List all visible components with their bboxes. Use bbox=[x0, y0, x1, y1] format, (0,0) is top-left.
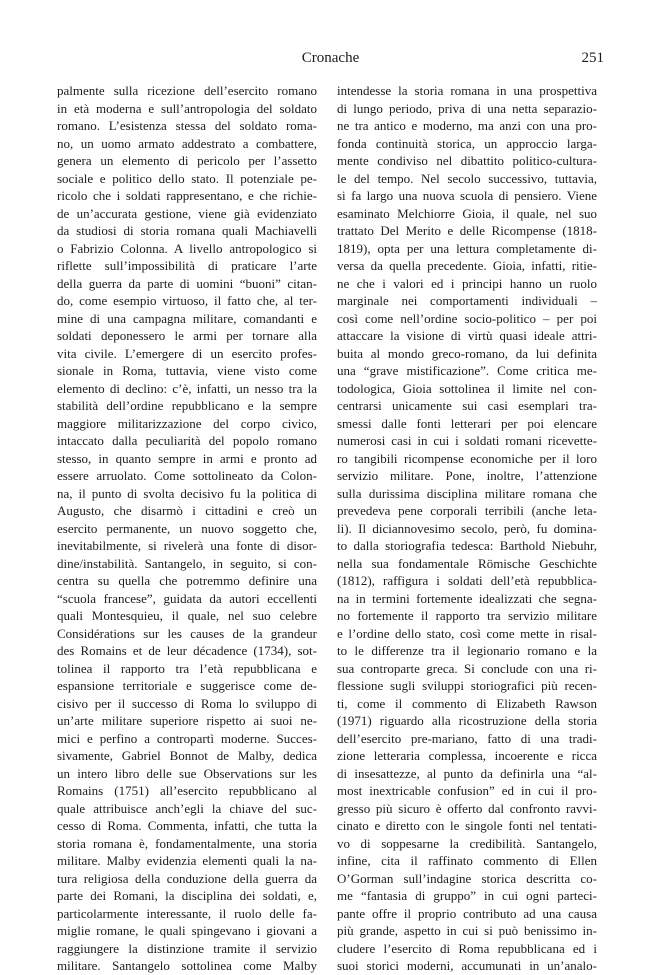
text-line: sulla durissima disciplina militare romana che bbox=[337, 485, 597, 501]
running-title: Cronache bbox=[301, 50, 360, 66]
text-line: soldati deponessero le armi per tornare alla bbox=[57, 328, 317, 343]
text-line: quali Montesquieu, il quale, nel suo celebre bbox=[57, 608, 317, 623]
text-line: sua controparte greca. Si conclude con una ri- bbox=[337, 660, 597, 676]
text-line: tura religiosa della conduzione della guerra da bbox=[57, 870, 317, 886]
text-line: cludere l’esercito di Roma repubblicana ed i bbox=[337, 940, 597, 956]
text-line: intendesse la storia romana in una prospettiva bbox=[337, 83, 597, 98]
text-line: trattato Del Merito e delle Ricompense (1818- bbox=[337, 223, 597, 238]
text-line: intaccato dalla peculiarità del popolo romano bbox=[57, 433, 317, 448]
text-line: inevitabilmente, si rivelerà una fonte di disor- bbox=[57, 538, 317, 553]
text-line: vita civile. L’emergere di un esercito profes- bbox=[57, 345, 317, 361]
text-line: prevedeva pene corporali terribili (anche leta- bbox=[337, 503, 597, 518]
text-line: essere arruolato. Come sottolineato da Colon- bbox=[57, 468, 317, 483]
text-line: to le differenze tra il legionario romano e la bbox=[337, 643, 597, 658]
text-line: ne che i valori ed i principi hanno un ruolo bbox=[337, 275, 597, 291]
text-line: espansione territoriale e suggerisce come de- bbox=[57, 678, 317, 693]
text-line: particolarmente interessante, il ruolo delle fa- bbox=[57, 905, 317, 921]
text-line: zione letteraria complessa, incoerente e ricca bbox=[337, 748, 597, 763]
text-line: esaminato Melchiorre Gioia, il quale, nel suo bbox=[337, 205, 597, 221]
text-line: dine/instabilità. Santangelo, in seguito, si con- bbox=[57, 555, 317, 571]
text-line: infine, cita il raffinato commento di Ellen bbox=[337, 853, 597, 868]
left-text-column bbox=[57, 82, 317, 975]
text-line: do, come esempio virtuoso, il fatto che, al ter- bbox=[57, 293, 317, 308]
text-line: genera un elemento di pericolo per l’assetto bbox=[57, 153, 317, 168]
text-line: una “grave mistificazione”. Come critica me- bbox=[337, 363, 597, 378]
text-line: mente condiviso nel dibattito politico-cultura- bbox=[337, 153, 597, 168]
text-line: sionale in Roma, tuttavia, viene visto come bbox=[57, 363, 317, 378]
text-line: dell’esercito pre-mariano, fatto di una tradi- bbox=[337, 730, 597, 746]
text-line: un intero libro delle sue Observations sur les bbox=[57, 765, 317, 781]
text-line: centrarsi unicamente sui casi esemplari tra- bbox=[337, 398, 597, 413]
text-line: todologica, Gioia sottolinea il limite nel con- bbox=[337, 380, 597, 396]
text-line: ti, come il commento di Elizabeth Rawson bbox=[337, 695, 597, 711]
text-line: suoi storici moderni, accumunati in un’analo- bbox=[337, 958, 597, 973]
text-line: most inextricable confusion” ed in cui il pro- bbox=[337, 783, 597, 798]
text-line: fonda continuità storica, un approccio larga- bbox=[337, 135, 597, 151]
text-line: vo di soppesarne la credibilità. Santangelo, bbox=[337, 835, 597, 851]
text-line: della guerra da parte di uomini “buoni” citan- bbox=[57, 275, 317, 291]
text-line: flessione sugli sviluppi storiografici più recen- bbox=[337, 678, 597, 693]
text-line: versa da quella precedente. Gioia, infatti, ritie- bbox=[337, 258, 597, 273]
text-line: Considérations sur les causes de la grandeur bbox=[57, 625, 317, 641]
text-line: des Romains et de leur décadence (1734), sot- bbox=[57, 643, 317, 658]
page-header bbox=[57, 47, 604, 69]
page-number: 251 bbox=[581, 50, 604, 66]
text-line: ricolo che i soldati rappresentano, e che richie- bbox=[57, 188, 317, 203]
text-line: numerosi casi in cui i soldati romani ricevette- bbox=[337, 433, 597, 448]
text-line: na, il punto di svolta decisivo fu la politica di bbox=[57, 485, 317, 501]
text-line: to dalla storiografia tedesca: Barthold Niebuhr, bbox=[337, 538, 597, 553]
text-line: mici e perfino a contropartì moderne. Succes- bbox=[57, 730, 317, 746]
text-line: Romains (1751) all’esercito repubblicano al bbox=[57, 783, 317, 798]
text-line: pante offre il proprio contributo ad una causa bbox=[337, 905, 597, 921]
text-line: stabilità dell’ordine repubblicano e la sempre bbox=[57, 398, 317, 413]
text-line: da studiosi di storia romana quali Machiavelli bbox=[57, 223, 317, 238]
text-line: tolinea il rapporto tra l’età repubblicana e bbox=[57, 660, 317, 676]
text-line: smessi dalle fonti letterari per poi elencare bbox=[337, 415, 597, 431]
text-line: miglie romane, le quali spingevano i giovani a bbox=[57, 923, 317, 938]
text-line: de un’accurata gestione, viene già evidenziato bbox=[57, 205, 317, 221]
text-line: Augusto, che disarmò i cittadini e creò un bbox=[57, 503, 317, 518]
text-line: attaccare la visione di virtù quasi ideale attri- bbox=[337, 328, 597, 343]
text-line: di insesattezze, al punto da definirla una “al- bbox=[337, 765, 597, 781]
text-line: servizio militare. Pone, inoltre, l’attenzione bbox=[337, 468, 597, 483]
text-line: elemento di declino: c’è, infatti, un nesso tra la bbox=[57, 380, 317, 396]
text-line: gresso più sicuro è offerto dal confronto ravvi- bbox=[337, 800, 597, 816]
text-line: così come nell’ordine socio-politico – per poi bbox=[337, 310, 597, 326]
text-line: romano. L’esistenza stessa del soldato roma- bbox=[57, 118, 317, 133]
text-line: ne tra antico e moderno, ma anzi con una pro- bbox=[337, 118, 597, 133]
text-line: maggiore militarizzazione del corpo civico, bbox=[57, 415, 317, 431]
text-line: (1812), raffigura i soldati dell’età repubblica- bbox=[337, 573, 597, 588]
text-line: cinato e diretto con le singole fonti nel tentati- bbox=[337, 818, 597, 833]
text-line: ro tangibili ricompense economiche per il loro bbox=[337, 450, 597, 466]
text-line: marginale nei comportamenti individuali – bbox=[337, 293, 597, 308]
text-line: riflette sull’impossibilità di praticare l’arte bbox=[57, 258, 317, 273]
text-line: cisivo per il successo di Roma lo sviluppo di bbox=[57, 695, 317, 711]
text-line: li). Il diciannovesimo secolo, però, fu domina- bbox=[337, 520, 597, 536]
text-line: quale attribuisce anch’egli la chiave del suc- bbox=[57, 800, 317, 816]
text-line: le del tempo. Nel secolo successivo, tuttavia, bbox=[337, 170, 597, 186]
text-line: più grande, aspetto in cui si può benissimo in- bbox=[337, 923, 597, 938]
text-line: cesso di Roma. Commenta, infatti, che tutta la bbox=[57, 818, 317, 833]
text-line: sociale e politico dello stato. Il potenziale pe- bbox=[57, 170, 317, 186]
text-line: o Fabrizio Colonna. A livello antropologico si bbox=[57, 240, 317, 256]
text-line: nella sua fondamentale Römische Geschichte bbox=[337, 555, 597, 571]
text-line: militare. Malby evidenzia elementi quali la na- bbox=[57, 853, 317, 868]
text-line: (1971) riguardo alla ricostruzione della storia bbox=[337, 713, 597, 728]
text-line: palmente sulla ricezione dell’esercito romano bbox=[57, 83, 317, 98]
right-text-column bbox=[337, 82, 597, 975]
text-line: “scuola francese”, guidata da autori eccellenti bbox=[57, 590, 317, 606]
text-line: esercito permanente, un nuovo soggetto che, bbox=[57, 520, 317, 536]
text-line: buita al mondo greco-romano, da lui definita bbox=[337, 345, 597, 361]
text-line: un’arte militare superiore rispetto ai suoi ne- bbox=[57, 713, 317, 728]
text-line: e l’ordine dello stato, così come mette in risal- bbox=[337, 625, 597, 641]
text-line: militare. Santangelo sottolinea come Malby bbox=[57, 958, 317, 973]
text-line: na in termini fortemente idealizzati che segna- bbox=[337, 590, 597, 606]
text-line: mine di una campagna militare, comandanti e bbox=[57, 310, 317, 326]
text-line: storia romana è, fondamentalmente, una storia bbox=[57, 835, 317, 851]
text-line: no, un uomo armato addestrato a combattere, bbox=[57, 135, 317, 151]
text-line: raggiungere la distinzione tramite il servizio bbox=[57, 940, 317, 956]
text-line: si fa largo una nuova scuola di pensiero. Viene bbox=[337, 188, 597, 203]
text-line: di lungo periodo, priva di una netta separazio- bbox=[337, 100, 597, 116]
text-line: O’Gorman sull’indagine storica descritta co- bbox=[337, 870, 597, 886]
text-line: centra su quella che potremmo definire una bbox=[57, 573, 317, 588]
text-line: in età moderna e sull’antropologia del soldato bbox=[57, 100, 317, 116]
text-line: no fortemente il rapporto tra servizio militare bbox=[337, 608, 597, 623]
text-line: 1819), opta per una lettura completamente di- bbox=[337, 240, 597, 256]
text-line: parte dei Romani, la disciplina dei soldati, e, bbox=[57, 888, 317, 903]
text-line: stesso, in quanto sempre in armi e pronto ad bbox=[57, 450, 317, 466]
text-line: me “fantasia di gruppo” in cui ogni parteci- bbox=[337, 888, 597, 903]
text-line: sivamente, Gabriel Bonnot de Malby, dedica bbox=[57, 748, 317, 763]
